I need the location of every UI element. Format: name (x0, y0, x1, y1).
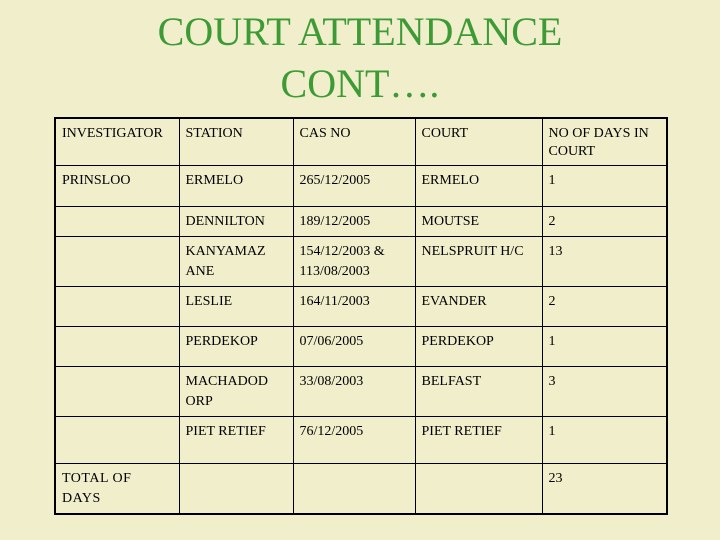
cell-court: PIET RETIEF (415, 417, 542, 464)
cell-station: LESLIE (179, 287, 293, 327)
header-cas-no: CAS NO (293, 118, 415, 166)
cell-station: ERMELO (179, 166, 293, 207)
court-attendance-table (54, 117, 668, 515)
slide-title-line-2: CONT…. (280, 61, 440, 106)
cell-cas-no: 07/06/2005 (293, 327, 415, 367)
cell-days: 2 (542, 287, 667, 327)
header-investigator: INVESTIGATOR (55, 118, 179, 166)
cell-station: MACHADOD ORP (179, 367, 293, 417)
header-court: COURT (415, 118, 542, 166)
header-station: STATION (179, 118, 293, 166)
cell-days: 1 (542, 166, 667, 207)
table-row (55, 166, 667, 207)
cell-investigator (55, 367, 179, 417)
cell-days: 1 (542, 327, 667, 367)
cell-court: PERDEKOP (415, 327, 542, 367)
cell-court: MOUTSE (415, 207, 542, 237)
table-row (55, 327, 667, 367)
cell-cas-no: 33/08/2003 (293, 367, 415, 417)
total-label: TOTAL OF DAYS (55, 464, 179, 515)
cell-cas-no: 164/11/2003 (293, 287, 415, 327)
cell-investigator (55, 207, 179, 237)
table-row (55, 417, 667, 464)
header-days: NO OF DAYS IN COURT (542, 118, 667, 166)
cell-days: 3 (542, 367, 667, 417)
cell-investigator (55, 327, 179, 367)
cell-station: DENNILTON (179, 207, 293, 237)
cell-cas-no: 154/12/2003 & 113/08/2003 (293, 237, 415, 287)
total-days: 23 (542, 464, 667, 515)
table-header-row (55, 118, 667, 166)
total-empty-cell (179, 464, 293, 515)
cell-days: 1 (542, 417, 667, 464)
cell-court: NELSPRUIT H/C (415, 237, 542, 287)
cell-days: 2 (542, 207, 667, 237)
cell-cas-no: 265/12/2005 (293, 166, 415, 207)
cell-days: 13 (542, 237, 667, 287)
cell-cas-no: 76/12/2005 (293, 417, 415, 464)
cell-court: ERMELO (415, 166, 542, 207)
total-empty-cell (415, 464, 542, 515)
table-row (55, 367, 667, 417)
table-row (55, 207, 667, 237)
table-total-row (55, 464, 667, 515)
slide-title (0, 6, 720, 110)
cell-cas-no: 189/12/2005 (293, 207, 415, 237)
cell-station: PERDEKOP (179, 327, 293, 367)
cell-investigator (55, 287, 179, 327)
total-empty-cell (293, 464, 415, 515)
table-row (55, 287, 667, 327)
cell-court: BELFAST (415, 367, 542, 417)
table-row (55, 237, 667, 287)
cell-investigator (55, 237, 179, 287)
cell-court: EVANDER (415, 287, 542, 327)
cell-investigator: PRINSLOO (55, 166, 179, 207)
cell-investigator (55, 417, 179, 464)
cell-station: PIET RETIEF (179, 417, 293, 464)
cell-station: KANYAMAZ ANE (179, 237, 293, 287)
slide-title-line-1: COURT ATTENDANCE (157, 9, 563, 54)
